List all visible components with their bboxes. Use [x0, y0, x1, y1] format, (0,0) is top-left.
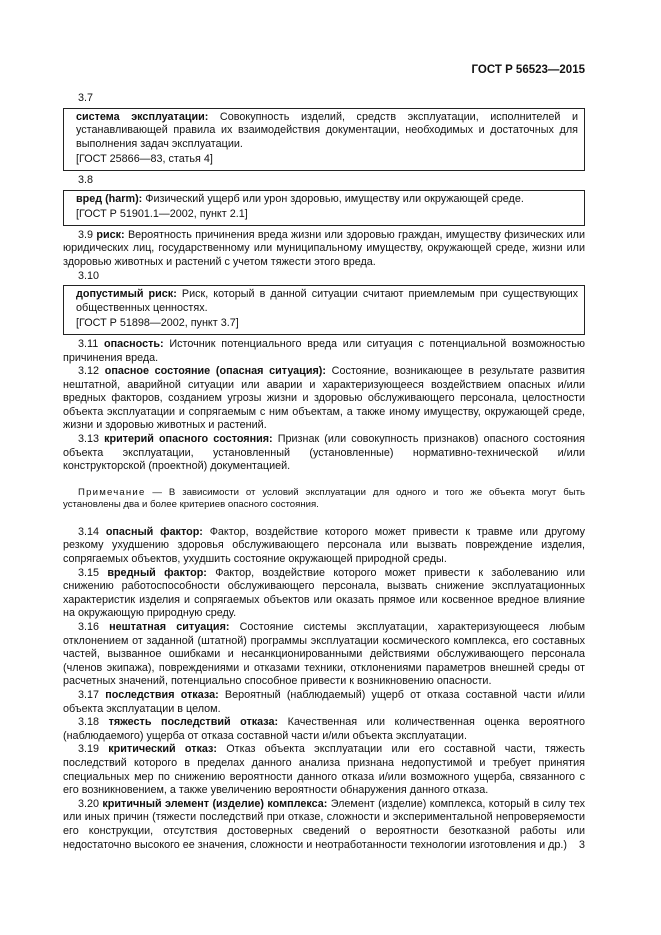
term-3-9 — [63, 229, 585, 270]
term-number: 3.18 — [78, 716, 100, 729]
term-definition — [76, 288, 578, 315]
term-reference: [ГОСТ 25866—83, статья 4] — [76, 153, 213, 166]
term-text: Источник потенциального вреда или ситуация с потенциальной возможностью причинения вреда. — [63, 337, 585, 364]
term-text: Элемент (изделие) комплекса, который в силу тех или иных причин (тяжести последствий при отказе, сложности и экспериментальной непроверяемости его конструкции, отсутствия достоверных сведений о вероятности безотказной работы или недостаточно высокого ее значения, сложности и неотработанности технологии изготовления и др.) — [63, 797, 586, 851]
term-3-12 — [63, 365, 585, 433]
term-number: 3.17 — [78, 688, 100, 701]
term-number: 3.9 — [78, 228, 94, 241]
term-number: 3.20 — [78, 797, 100, 810]
term-reference: [ГОСТ Р 51901.1—2002, пункт 2.1] — [76, 208, 248, 221]
term-3-16 — [63, 621, 585, 689]
term-name: допустимый риск: — [76, 288, 177, 301]
document-header: ГОСТ Р 56523—2015 — [471, 64, 585, 76]
note — [63, 487, 585, 512]
term-3-17 — [63, 689, 585, 716]
term-text: Фактор, воздействие которого может привести к заболеванию или снижению работоспособности обслуживающего персонала, вызвать снижение эксплуатационных характеристик изделия и сопрягаемых объектов или оказать прямое или косвенное вредное влияние на окружающую природную среду. — [63, 566, 586, 620]
term-name: система эксплуатации: — [76, 110, 209, 123]
term-3-18 — [63, 716, 585, 743]
term-name: критичный элемент (изделие) комплекса: — [102, 797, 328, 810]
term-number: 3.7 — [78, 92, 94, 104]
term-number: 3.8 — [78, 173, 94, 186]
term-reference: [ГОСТ Р 51898—2002, пункт 3.7] — [76, 317, 239, 330]
term-3-15 — [63, 567, 585, 621]
term-name: критический отказ: — [108, 743, 218, 756]
term-text: Отказ объекта эксплуатации или его составной части, тяжесть последствий которого в пределах данного анализа признана недопустимой и требует принятия специальных мер по снижению вероятности данного отказа и/или возможного ущерба, связанного с его возникновением, а также увеличению вероятности обнаружения данного отказа. — [63, 743, 586, 797]
term-text: Состояние системы эксплуатации, характеризующееся любым отклонением от заданной (штатной) программы эксплуатации космического комплекса, его составных частей, вызванное ошибками и несанкционированными действиями обслуживающего персонала (членов экипажа), повреждениями и отказами техники, отклонениями параметров внешней среды от расчетных значений, потенциально способное привести к возникновению опасности. — [63, 621, 585, 688]
note-text: — В зависимости от условий эксплуатации для одного и того же объекта могут быть установлены два и более критериев опасного состояния. — [63, 486, 585, 511]
term-text: Совокупность изделий, средств эксплуатации, исполнителей и устанавливающей правила их взаимодействия документации, необходимых и достаточных для выполнения задач эксплуатации. — [76, 110, 578, 150]
term-definition — [76, 193, 578, 207]
note-label: Примечание — [78, 486, 146, 498]
term-number: 3.16 — [78, 621, 100, 633]
term-name: опасный фактор: — [105, 525, 203, 538]
term-text: Качественная или количественная оценка вероятного (наблюдаемого) ущерба от отказа составной части и/или объекта эксплуатации. — [63, 716, 585, 742]
term-definition — [76, 111, 578, 152]
page-number: 3 — [578, 839, 585, 851]
term-number: 3.15 — [78, 566, 100, 579]
term-name: вредный фактор: — [107, 566, 207, 579]
term-name: последствия отказа: — [105, 688, 219, 701]
term-number: 3.12 — [78, 365, 100, 378]
term-name: опасность: — [103, 337, 164, 350]
term-name: нештатная ситуация: — [109, 621, 230, 633]
term-3-11 — [63, 338, 585, 365]
term-number: 3.13 — [78, 433, 100, 446]
term-name: вред (harm): — [76, 192, 143, 205]
term-name: критерий опасного состояния: — [104, 433, 273, 446]
document-body — [63, 92, 585, 852]
term-name: тяжесть последствий отказа: — [108, 716, 279, 729]
term-number: 3.11 — [78, 337, 99, 350]
term-number: 3.10 — [78, 269, 100, 282]
term-text: Физический ущерб или урон здоровью, имуществу или окружающей среде. — [142, 192, 524, 205]
term-text: Риск, который в данной ситуации считают приемлемым при существующих общественных ценностях. — [76, 288, 578, 314]
term-box-3-10 — [63, 285, 585, 335]
term-text: Вероятность причинения вреда жизни или здоровью граждан, имуществу физических или юридических лиц, государственному или муниципальному имуществу, окружающей среде, жизни или здоровью животных и растений с учетом тяжести этого вреда. — [63, 228, 585, 268]
term-text: Признак (или совокупность признаков) опасного состояния объекта эксплуатации, установленный (установленные) нормативно-технической и/или конструкторской (проектной) документацией. — [63, 433, 586, 473]
term-name: риск: — [96, 228, 125, 241]
term-box-3-7 — [63, 108, 585, 171]
term-3-14 — [63, 526, 585, 567]
term-box-3-8 — [63, 190, 585, 226]
term-name: опасное состояние (опасная ситуация): — [104, 365, 326, 378]
term-3-13 — [63, 433, 585, 474]
term-3-20 — [63, 798, 585, 852]
term-number: 3.14 — [78, 525, 100, 538]
term-3-19 — [63, 743, 585, 797]
term-number: 3.19 — [78, 743, 100, 756]
term-text: Фактор, воздействие которого может привести к травме или другому резкому ухудшению здоровья обслуживающего персонала или вызвать повреждение изделия, сопрягаемых объектов, ухудшить состояние окружающей природной среды. — [63, 525, 586, 566]
term-text: Состояние, возникающее в результате развития нештатной, аварийной ситуации или аварии и характеризующееся воздействием опасных и/или вредных факторов, созданием угрозы жизни и здоровью обслуживающего персонала, целостности объекта эксплуатации и сопрягаемым с ним объектам, а также иному имуществу, окружающей среде, жизни и здоровью животных и растений. — [63, 365, 586, 432]
term-text: Вероятный (наблюдаемый) ущерб от отказа составной части и/или объекта эксплуатации в целом. — [63, 688, 585, 715]
